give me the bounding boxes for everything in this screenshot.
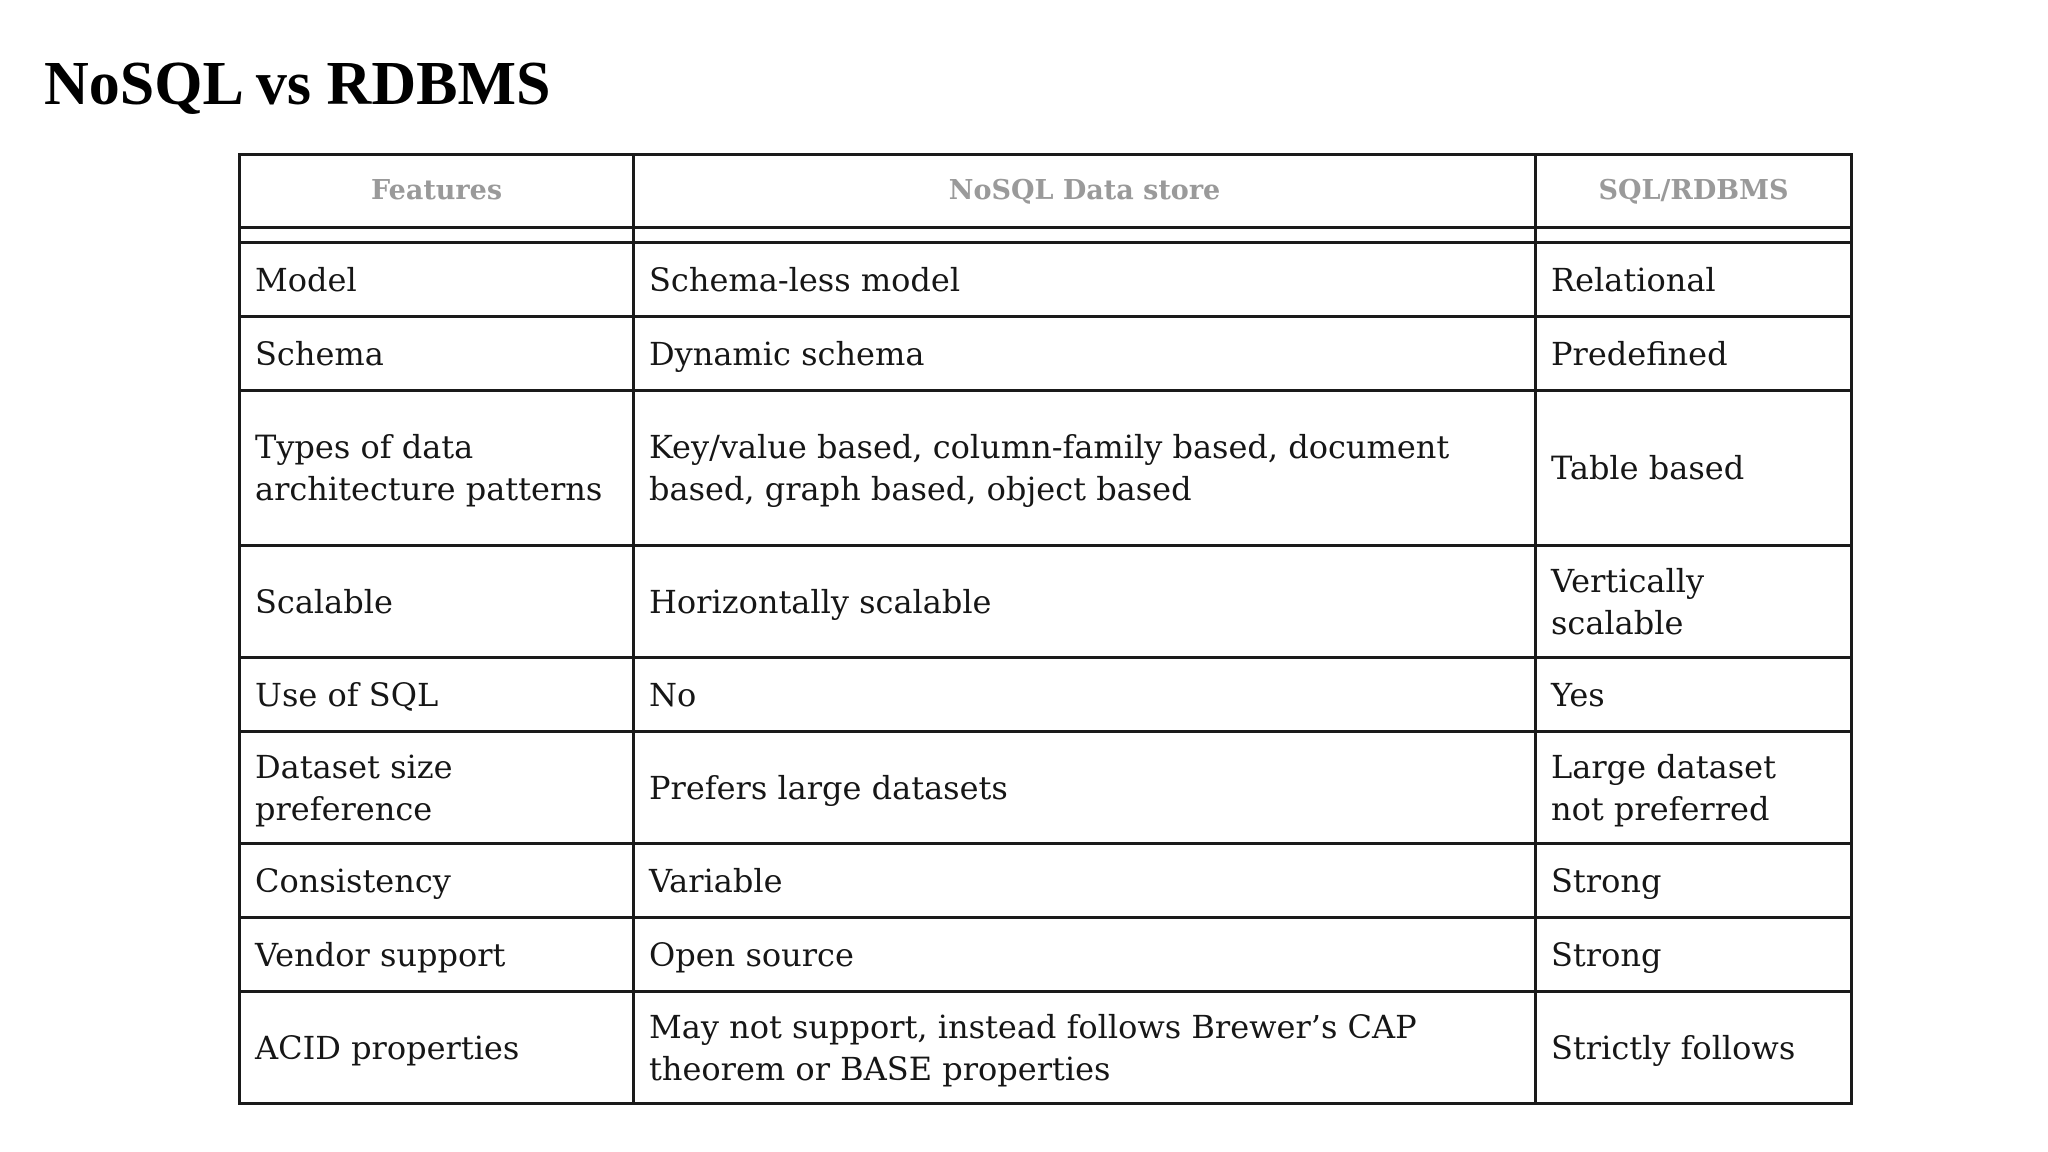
feature-cell: Model bbox=[240, 243, 634, 317]
sql-cell: Predefined bbox=[1536, 317, 1852, 391]
table-row bbox=[240, 658, 1852, 732]
gap-cell bbox=[1536, 228, 1852, 243]
feature-cell: Types of data architecture patterns bbox=[240, 391, 634, 546]
table-row bbox=[240, 391, 1852, 546]
table-row bbox=[240, 243, 1852, 317]
table-row bbox=[240, 992, 1852, 1104]
table-row bbox=[240, 844, 1852, 918]
feature-cell: Use of SQL bbox=[240, 658, 634, 732]
table-row bbox=[240, 918, 1852, 992]
header-sql: SQL/RDBMS bbox=[1536, 155, 1852, 228]
table-header-row bbox=[240, 155, 1852, 228]
nosql-cell: Variable bbox=[634, 844, 1536, 918]
feature-cell: Dataset size preference bbox=[240, 732, 634, 844]
sql-cell: Large dataset not preferred bbox=[1536, 732, 1852, 844]
feature-cell: Consistency bbox=[240, 844, 634, 918]
feature-cell: Schema bbox=[240, 317, 634, 391]
comparison-table bbox=[238, 153, 1853, 1105]
nosql-cell: May not support, instead follows Brewer’s CAP theorem or BASE properties bbox=[634, 992, 1536, 1104]
slide-title: NoSQL vs RDBMS bbox=[44, 50, 551, 118]
feature-cell: Scalable bbox=[240, 546, 634, 658]
sql-cell: Yes bbox=[1536, 658, 1852, 732]
table-row bbox=[240, 732, 1852, 844]
nosql-cell: Schema-less model bbox=[634, 243, 1536, 317]
nosql-cell: Prefers large datasets bbox=[634, 732, 1536, 844]
nosql-cell: Key/value based, column-family based, document based, graph based, object based bbox=[634, 391, 1536, 546]
feature-cell: Vendor support bbox=[240, 918, 634, 992]
sql-cell: Strong bbox=[1536, 844, 1852, 918]
nosql-cell: Open source bbox=[634, 918, 1536, 992]
sql-cell: Relational bbox=[1536, 243, 1852, 317]
header-gap-row bbox=[240, 228, 1852, 243]
nosql-cell: Dynamic schema bbox=[634, 317, 1536, 391]
header-features: Features bbox=[240, 155, 634, 228]
comparison-table-container bbox=[238, 153, 1853, 1105]
header-nosql: NoSQL Data store bbox=[634, 155, 1536, 228]
gap-cell bbox=[634, 228, 1536, 243]
sql-cell: Strictly follows bbox=[1536, 992, 1852, 1104]
table-row bbox=[240, 546, 1852, 658]
sql-cell: Strong bbox=[1536, 918, 1852, 992]
table-row bbox=[240, 317, 1852, 391]
nosql-cell: No bbox=[634, 658, 1536, 732]
feature-cell: ACID properties bbox=[240, 992, 634, 1104]
sql-cell: Vertically scalable bbox=[1536, 546, 1852, 658]
gap-cell bbox=[240, 228, 634, 243]
sql-cell: Table based bbox=[1536, 391, 1852, 546]
nosql-cell: Horizontally scalable bbox=[634, 546, 1536, 658]
